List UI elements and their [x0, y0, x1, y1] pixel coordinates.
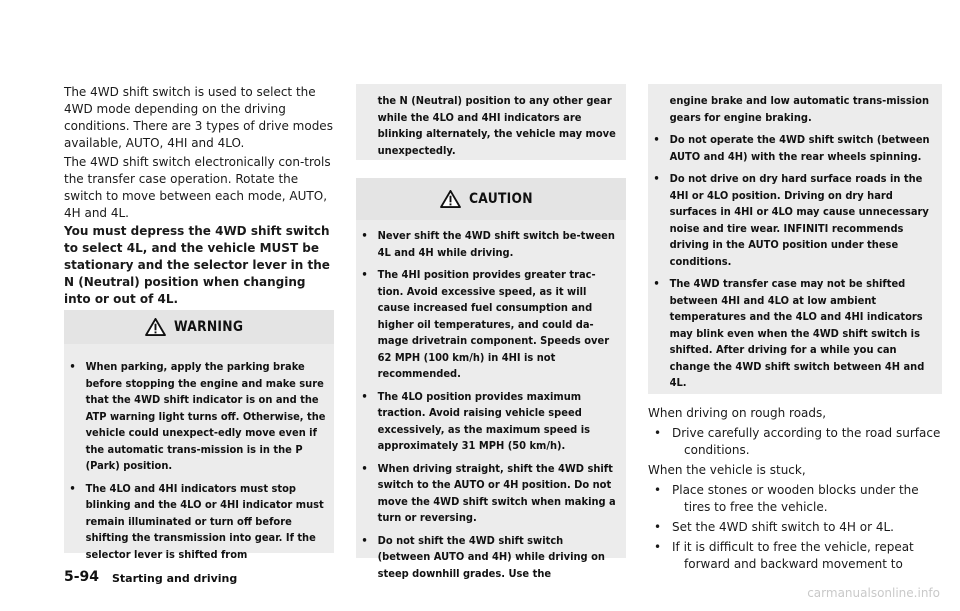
caution-item: • The 4HI position provides greater trac-tion. Avoid excessive speed, as it will cause increased fuel consumption and higher oil temperatures, and could da-mage drivetrain component. Speeds over 62 MPH (100 km/h) in 4HI is not recommended. — [361, 268, 610, 380]
driving-tips — [648, 405, 942, 573]
switch-paragraph: The 4WD shift switch electronically con-trols the transfer case operation. Rotate the switch to move between each mode, AUTO, 4H and 4L. — [64, 155, 331, 220]
caution-item: • Do not drive on dry hard surface roads in the 4HI or 4LO position. Driving on dry hard surfaces in 4HI or 4LO may cause unnecessary noise and tire wear. INFINITI recommends driving in the AUTO position under these conditions. — [653, 172, 929, 268]
warning-box-continued — [356, 84, 626, 160]
warning-header — [64, 310, 334, 344]
caution-title: CAUTION — [469, 191, 534, 207]
stuck-intro: When the vehicle is stuck, — [648, 463, 806, 477]
stuck-item: • Set the 4WD shift switch to 4H or 4L. — [654, 520, 894, 534]
caution-item: • Do not shift the 4WD shift switch (between AUTO and 4H) while driving on steep downhill grades. Use the — [361, 533, 605, 580]
warning-item: • When parking, apply the parking brake before stopping the engine and make sure that the 4WD shift indicator is on and the ATP warning light turns off. Otherwise, the vehicle could unexpect-edly move even if the automatic trans-mission is in the P (Park) position. — [69, 360, 326, 472]
caution-item: • When driving straight, shift the 4WD shift switch to the AUTO or 4H position. Do not move the 4WD shift switch when making a turn or reversing. — [361, 461, 616, 524]
section-title: Starting and driving — [112, 572, 238, 585]
warning-list — [64, 359, 326, 569]
warning-continued-text: the N (Neutral) position to any other gear while the 4LO and 4HI indicators are blinking alternately, the vehicle may move unexpectedly. — [377, 94, 616, 157]
warning-triangle-icon — [145, 318, 166, 336]
caution-header — [356, 178, 626, 220]
watermark: carmanualsonline.info — [807, 586, 940, 600]
caution-item: • The 4WD transfer case may not be shifted between 4HI and 4LO at low ambient temperatures and the 4LO and 4HI indicators may blink even when the 4WD shift switch is shifted. After driving for a while you can change the 4WD shift switch between 4H and 4L. — [653, 277, 925, 389]
caution-item: • Never shift the 4WD shift switch be-tween 4L and 4H while driving. — [361, 229, 615, 259]
page-number: 5-94 — [64, 569, 100, 585]
caution-list — [356, 228, 618, 588]
warning-item: • The 4LO and 4HI indicators must stop blinking and the 4LO or 4HI indicator must remain illuminated or turn off before shifting the transmission into gear. If the selector lever is shifted from — [69, 481, 324, 561]
stuck-item: • If it is difficult to free the vehicle, repeat forward and backward movement to — [654, 540, 914, 571]
stuck-item: • Place stones or wooden blocks under the tires to free the vehicle. — [654, 483, 919, 514]
intro-paragraph: The 4WD shift switch is used to select the 4WD mode depending on the driving conditions. There are 3 types of drive modes available, AUTO, 4HI and 4LO. — [64, 85, 333, 150]
caution-triangle-icon — [440, 190, 461, 208]
depress-paragraph: You must depress the 4WD shift switch to select 4L, and the vehicle MUST be stationary and the selector lever in the N (Neutral) position when changing into or out of 4L. — [64, 224, 330, 306]
caution-box-continued — [648, 84, 942, 394]
caution-continued-text: engine brake and low automatic trans-mission gears for engine braking. — [669, 94, 930, 124]
warning-title: WARNING — [174, 319, 244, 335]
rough-roads-item: • Drive carefully according to the road surface conditions. — [654, 426, 941, 457]
warning-box — [64, 310, 334, 561]
rough-roads-intro: When driving on rough roads, — [648, 406, 827, 420]
caution-box — [356, 178, 626, 580]
caution-item: • Do not operate the 4WD shift switch (between AUTO and 4H) with the rear wheels spinning. — [653, 133, 930, 163]
caution-item: • The 4LO position provides maximum traction. Avoid raising vehicle speed excessively, as the maximum speed is approximately 31 MPH (50 km/h). — [361, 389, 591, 452]
